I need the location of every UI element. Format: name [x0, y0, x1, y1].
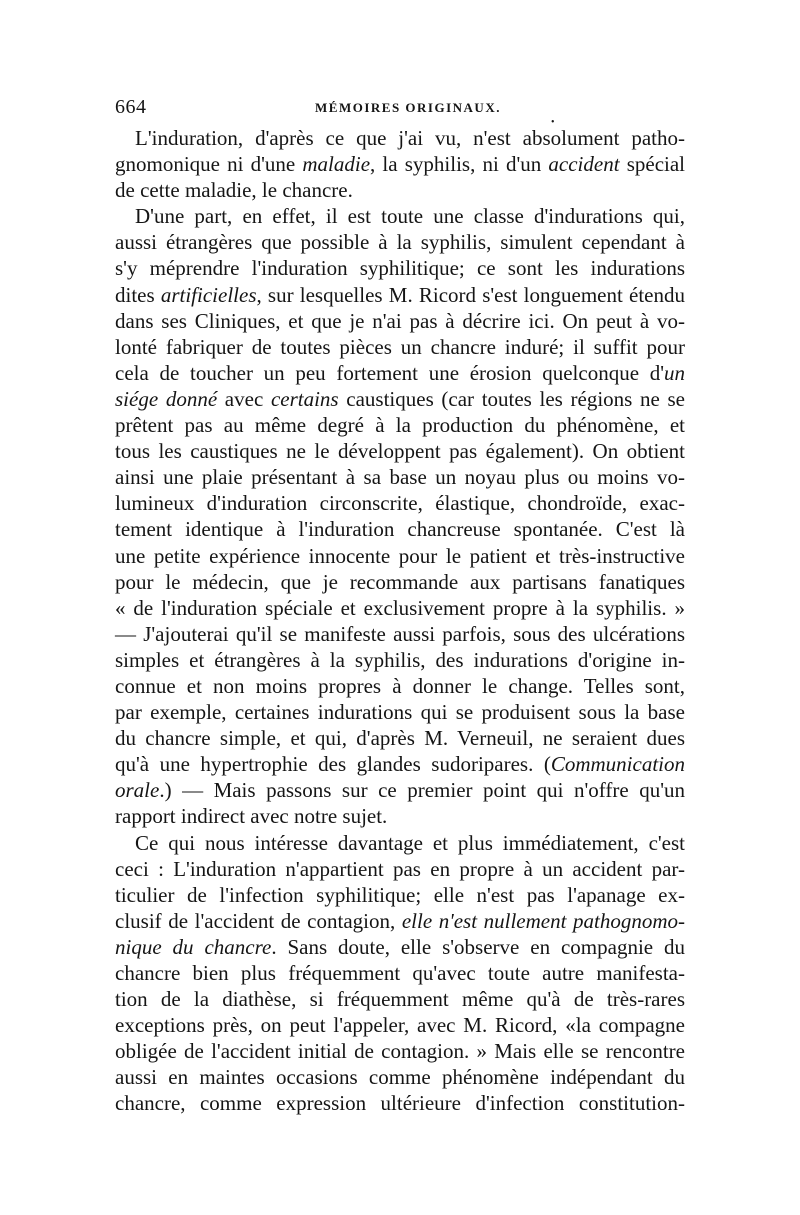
text-line: gnomonique ni d'une maladie, la syphilis, ni d'un accident spécial: [115, 152, 685, 177]
text-line: de cette maladie, le chancre.: [115, 178, 353, 203]
text-line: nique du chancre. Sans doute, elle s'observe en compagnie du: [115, 934, 686, 959]
page-number: 664: [115, 96, 147, 118]
text-line: qu'à une hypertrophie des glandes sudoripares. (Communication: [115, 752, 685, 777]
text-line: rapport indirect avec notre sujet.: [115, 804, 388, 829]
text-line: ainsi une plaie présentant à sa base un noyau plus ou moins vo-: [115, 465, 685, 490]
text-line: du chancre simple, et qui, d'après M. Verneuil, ne seraient dues: [115, 726, 685, 751]
text-line: — J'ajouterai qu'il se manifeste aussi parfois, sous des ulcérations: [115, 621, 685, 646]
text-line: lonté fabriquer de toutes pièces un chancre induré; il suffit pour: [115, 334, 685, 359]
text-line: exceptions près, on peut l'appeler, avec M. Ricord, «la compagne: [115, 1013, 685, 1038]
text-line: aussi étrangères que possible à la syphilis, simulent cependant à: [115, 230, 685, 255]
text-line: dites artificielles, sur lesquelles M. Ricord s'est longuement étendu: [115, 282, 685, 307]
text-line: ceci : L'induration n'appartient pas en propre à un accident par-: [115, 856, 685, 881]
text-line: s'y méprendre l'induration syphilitique; ce sont les indurations: [115, 256, 685, 281]
text-line: connue et non moins propres à donner le change. Telles sont,: [115, 673, 685, 698]
text-line: L'induration, d'après ce que j'ai vu, n'est absolument patho-: [135, 126, 685, 150]
text-line: simples et étrangères à la syphilis, des indurations d'origine in-: [115, 647, 685, 672]
text-line: tion de la diathèse, si fréquemment même qu'à de très-rares: [115, 987, 685, 1012]
text-line: une petite expérience innocente pour le patient et très-instructive: [115, 543, 685, 568]
text-line: siége donné avec certains caustiques (car toutes les régions ne se: [115, 386, 685, 411]
text-line: aussi en maintes occasions comme phénomène indépendant du: [115, 1065, 685, 1090]
text-line: tous les caustiques ne le développent pas également). On obtient: [115, 439, 685, 464]
text-line: ticulier de l'infection syphilitique; elle n'est pas l'apanage ex-: [115, 882, 685, 907]
printer-ornament: •: [551, 117, 555, 128]
text-line: Ce qui nous intéresse davantage et plus immédiatement, c'est: [135, 830, 685, 855]
text-line: « de l'induration spéciale et exclusivement propre à la syphilis. »: [115, 595, 685, 620]
running-title: MÉMOIRES ORIGINAUX.: [315, 100, 501, 115]
text-line: chancre, comme expression ultérieure d'infection constitution-: [115, 1091, 685, 1116]
body-text: [115, 125, 685, 1117]
text-line: obligée de l'accident initial de contagion. » Mais elle se rencontre: [115, 1039, 685, 1064]
text-line: tement identique à l'induration chancreuse spontanée. C'est là: [115, 517, 685, 542]
text-line: pour le médecin, que je recommande aux partisans fanatiques: [115, 569, 685, 594]
text-line: prêtent pas au même degré à la production du phénomène, et: [115, 413, 685, 438]
text-line: clusif de l'accident de contagion, elle n'est nullement pathognomo-: [115, 908, 685, 933]
text-line: D'une part, en effet, il est toute une classe d'indurations qui,: [135, 204, 685, 229]
text-line: cela de toucher un peu fortement une érosion quelconque d'un: [115, 360, 685, 385]
text-line: dans ses Cliniques, et que je n'ai pas à décrire ici. On peut à vo-: [115, 308, 685, 333]
text-line: lumineux d'induration circonscrite, élastique, chondroïde, exac-: [115, 491, 685, 516]
text-line: chancre bien plus fréquemment qu'avec toute autre manifesta-: [115, 961, 685, 985]
text-line: par exemple, certaines indurations qui se produisent sous la base: [115, 700, 685, 725]
running-header: [115, 96, 685, 128]
text-line: orale.) — Mais passons sur ce premier point qui n'offre qu'un: [115, 778, 685, 803]
